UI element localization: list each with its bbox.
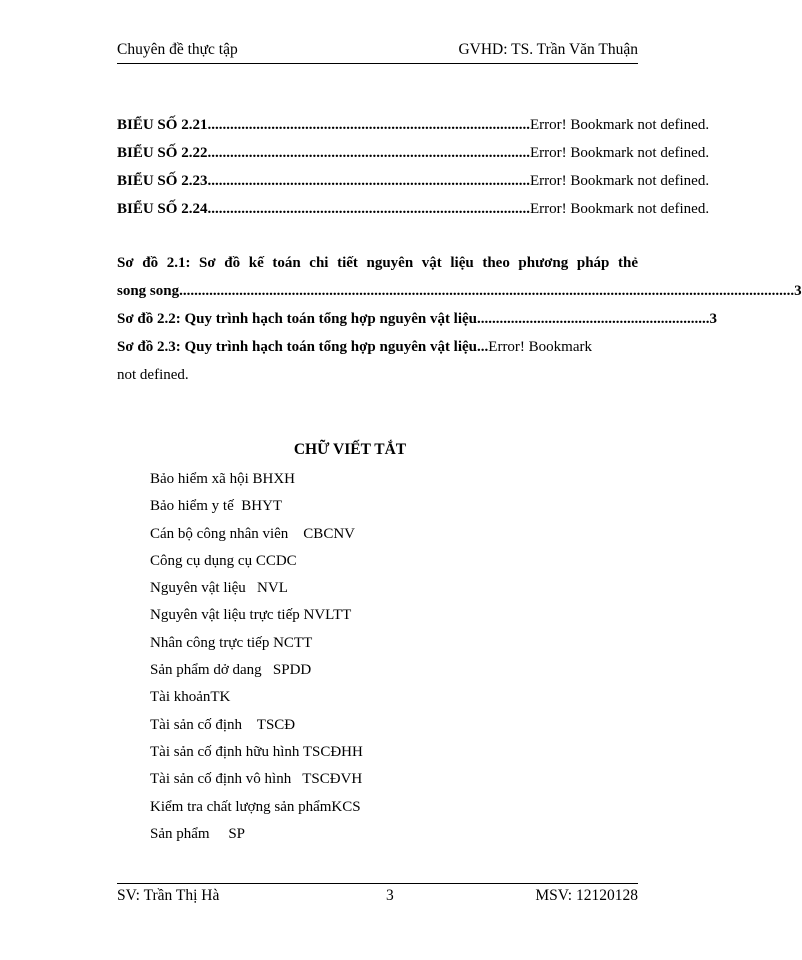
page-header bbox=[117, 39, 638, 64]
toc-label: BIỂU SỐ 2.24 bbox=[117, 201, 208, 217]
toc-entry[interactable] bbox=[117, 198, 710, 226]
list-item: Tài khoảnTK bbox=[150, 689, 231, 706]
list-item: Bảo hiểm xã hội BHXH bbox=[150, 471, 295, 487]
list-item: Tài sản cố định hữu hình TSCĐHH bbox=[150, 743, 363, 760]
list-item: Bảo hiểm y tế BHYT bbox=[150, 498, 283, 515]
list-item: Sản phẩm dở dang SPDD bbox=[150, 662, 312, 679]
diagram-text: song song bbox=[117, 283, 180, 299]
list-item: Nhân công trực tiếp NCTT bbox=[150, 634, 313, 651]
list-item: Công cụ dụng cụ CCDC bbox=[150, 552, 297, 569]
diagram-list bbox=[117, 249, 802, 389]
list-item: Tài sản cố định TSCĐ bbox=[150, 716, 296, 733]
diagram-entry-2-1-line1[interactable]: Sơ đồ 2.1: Sơ đồ kế toán chi tiết nguyên vật liệu theo phương pháp thẻ bbox=[117, 255, 638, 271]
header-title: Chuyên đề thực tập bbox=[117, 41, 238, 58]
list-item: Sản phẩm SP bbox=[150, 825, 246, 842]
toc-label: BIỂU SỐ 2.21 bbox=[117, 117, 208, 133]
toc-entry[interactable] bbox=[117, 114, 710, 142]
toc-entry[interactable] bbox=[117, 142, 710, 170]
page-number: 3 bbox=[386, 887, 394, 904]
diagram-entry-2-3-line2: not defined. bbox=[117, 367, 189, 383]
toc-leader: ...................................................................................... bbox=[207, 117, 530, 133]
toc-leader: ...................................................................................... bbox=[207, 173, 530, 189]
diagram-leader: .................................................................................................................................................................... bbox=[179, 283, 795, 299]
diagram-text: Sơ đồ 2.2: Quy trình hạch toán tổng hợp nguyên vật liệu bbox=[117, 311, 478, 327]
toc-entry[interactable] bbox=[117, 170, 710, 198]
page-footer bbox=[117, 883, 638, 908]
toc-page: Error! Bookmark not defined. bbox=[529, 201, 710, 217]
abbreviations-title: CHỮ VIẾT TẮT bbox=[293, 441, 407, 458]
list-item: Tài sản cố định vô hình TSCĐVH bbox=[150, 771, 363, 788]
abbreviations-list bbox=[150, 468, 363, 850]
diagram-text: Sơ đồ 2.3: Quy trình hạch toán tổng hợp nguyên vật liệu... bbox=[117, 339, 489, 355]
toc-leader: ...................................................................................... bbox=[207, 145, 530, 161]
toc-page: Error! Bookmark not defined. bbox=[529, 173, 710, 189]
diagram-page: 3 bbox=[709, 311, 718, 327]
list-item: Cán bộ công nhân viên CBCNV bbox=[150, 525, 355, 542]
header-advisor: GVHD: TS. Trần Văn Thuận bbox=[458, 41, 638, 58]
diagram-page: 3 bbox=[794, 283, 802, 299]
toc-label: BIỂU SỐ 2.22 bbox=[117, 145, 208, 161]
list-item: Nguyên vật liệu trực tiếp NVLTT bbox=[150, 607, 352, 624]
diagram-leader: .............................................................. bbox=[477, 311, 710, 327]
diagram-entry-2-1-line2[interactable] bbox=[117, 277, 802, 305]
toc-leader: ...................................................................................... bbox=[207, 201, 530, 217]
footer-student-id: MSV: 12120128 bbox=[535, 887, 638, 904]
diagram-error: Error! Bookmark bbox=[488, 339, 592, 355]
toc-page: Error! Bookmark not defined. bbox=[529, 117, 710, 133]
list-item: Kiểm tra chất lượng sản phẩmKCS bbox=[150, 798, 361, 815]
diagram-entry-2-2[interactable] bbox=[117, 305, 718, 333]
diagram-entry-2-3[interactable] bbox=[117, 333, 638, 361]
toc-page: Error! Bookmark not defined. bbox=[529, 145, 710, 161]
list-item: Nguyên vật liệu NVL bbox=[150, 580, 288, 597]
table-list bbox=[117, 114, 710, 226]
footer-student: SV: Trần Thị Hà bbox=[117, 887, 220, 904]
toc-label: BIỂU SỐ 2.23 bbox=[117, 173, 208, 189]
